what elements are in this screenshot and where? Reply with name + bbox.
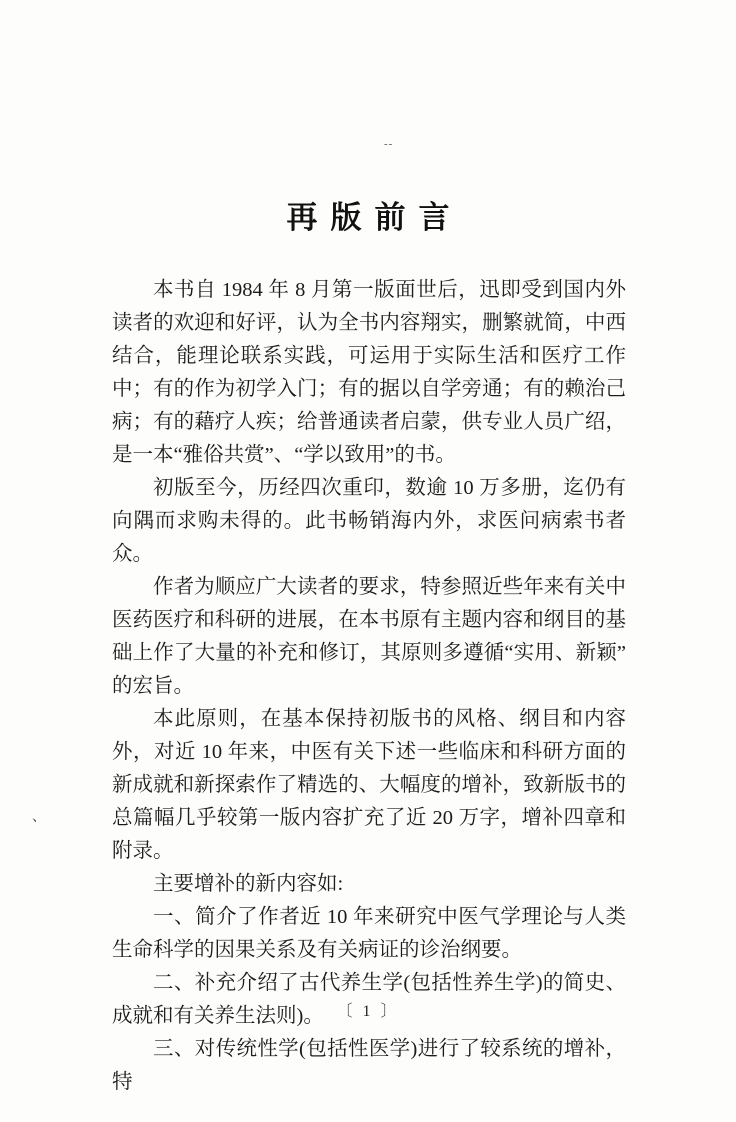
page-number: 〔 1 〕 — [336, 1003, 400, 1020]
preface-paragraph-8: 三、对传统性学(包括性医学)进行了较系统的增补，特 — [112, 1038, 626, 1093]
preface-body — [112, 274, 626, 1099]
preface-paragraph-7: 二、补充介绍了古代养生学(包括性养生学)的简史、成就和有关养生法则)。 — [112, 972, 626, 1027]
preface-paragraph-5: 主要增补的新内容如: — [153, 873, 344, 895]
scan-artifact-comma: 、 — [32, 810, 46, 825]
preface-paragraph-6: 一、简介了作者近 10 年来研究中医气学理论与人类生命科学的因果关系及有关病证的诊治纲要。 — [112, 906, 626, 961]
preface-paragraph-4: 本此原则，在基本保持初版书的风格、纲目和内容外，对近 10 年来，中医有关下述一些临床和科研方面的新成就和新探索作了精选的、大幅度的增补，致新版书的总篇幅几乎较第一版内容扩充了近 20 万字，增补四章和附录。 — [112, 708, 626, 862]
preface-paragraph-1: 本书自 1984 年 8 月第一版面世后，迅即受到国内外读者的欢迎和好评，认为全书内容翔实，删繁就简，中西结合，能理论联系实践，可运用于实际生活和医疗工作中；有的作为初学入门；有的据以自学旁通；有的赖治己病；有的藉疗人疾；给普通读者启蒙，供专业人员广绍，是一本“雅俗共赏”、“学以致用”的书。 — [112, 279, 626, 466]
scan-artifact-dash: -- — [384, 138, 394, 150]
page-title: 再版前言 — [286, 200, 463, 235]
preface-paragraph-2: 初版至今，历经四次重印，数逾 10 万多册，迄仍有向隅而求购未得的。此书畅销海内外，求医问病索书者众。 — [112, 477, 626, 565]
preface-paragraph-3: 作者为顺应广大读者的要求，特参照近些年来有关中医药医疗和科研的进展，在本书原有主题内容和纲目的基础上作了大量的补充和修订，其原则多遵循“实用、新颖”的宏旨。 — [112, 576, 626, 697]
